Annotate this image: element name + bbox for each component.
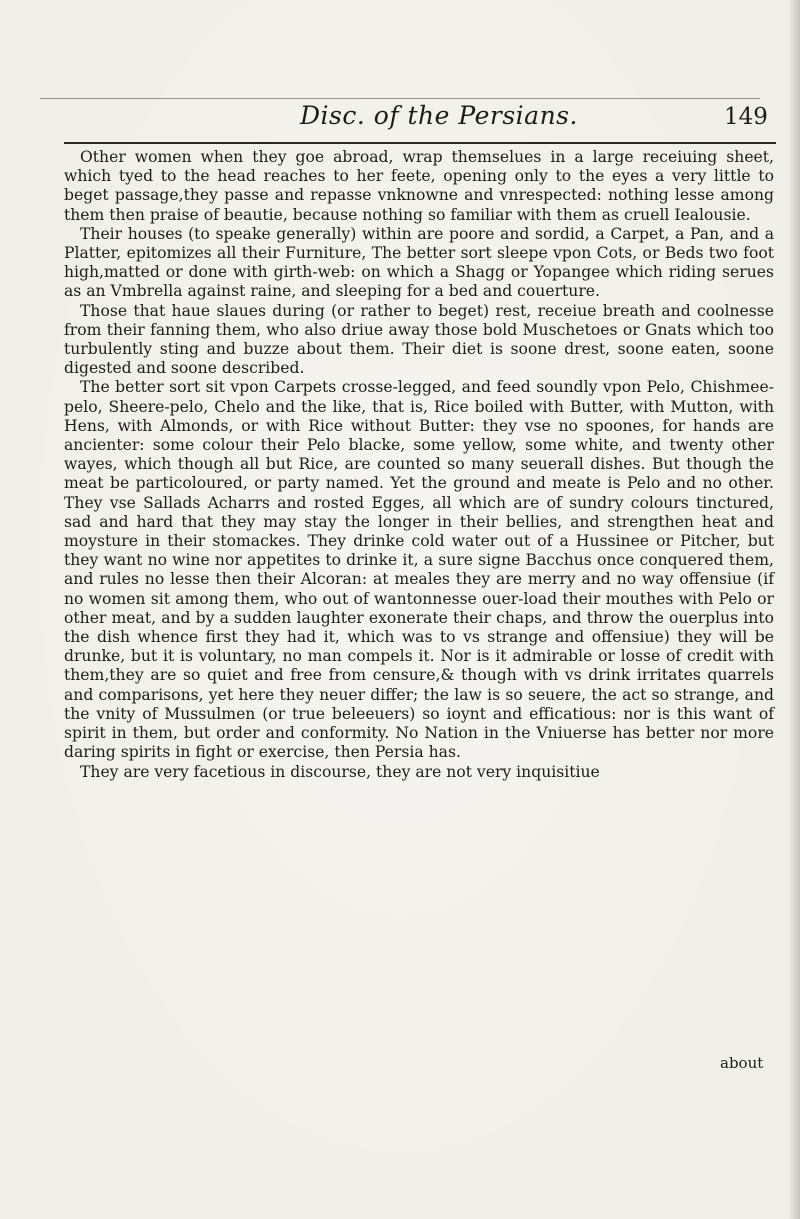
page-number: 149 (724, 104, 768, 130)
top-edge-rule (40, 98, 760, 99)
catchword: about (720, 1054, 764, 1072)
paragraph-slaves: Those that haue slaues during (or rather to beget) rest, receiue breath and coolnesse from their fanning them, who also driue away those bold Muschetoes or Gnats which too turbulently sting and buzze about them. Their diet is soone drest, soone eaten, soone digested and soone described. (64, 301, 774, 378)
header-rule (64, 142, 776, 144)
paragraph-houses: Their houses (to speake generally) within are poore and sordid, a Carpet, a Pan, and a Platter, epitomizes all their Furniture, The better sort sleepe vpon Cots, or Beds two foot high,matted or done with girth-web: on which a Shagg or Yopangee which riding serues as an Vmbrella against raine, and sleeping for a bed and couerture. (64, 224, 774, 301)
body-text (64, 148, 774, 782)
paragraph-diet: The better sort sit vpon Carpets crosse-legged, and feed soundly vpon Pelo, Chishmee-pelo, Sheere-pelo, Chelo and the like, that is, Rice boiled with Butter, with Mutton, with Hens, with Almonds, or with Rice without Butter: they vse no spoones, for hands are ancienter: some colour their Pelo blacke, some yellow, some white, and twenty other wayes, which though all but Rice, are counted so many seuerall dishes. But though the meat be particoloured, or party named. Yet the ground and meate is Pelo and no other. They vse Sallads Acharrs and rosted Egges, all which are of sundry colours tinctured, sad and hard that they may stay the longer in their bellies, and strengthen heat and moysture in their stomackes. They drinke cold water out of a Hussinee or Pitcher, but they want no wine nor appetites to drinke it, a sure signe Bacchus once conquered them, and rules no lesse then their Alcoran: at meales they are merry and no way offensiue (if no women sit among them, who out of wantonnesse ouer-load their mouthes with Pelo or other meat, and by a sudden laughter exonerate their chaps, and throw the ouerplus into the dish whence first they had it, which was to vs strange and offensiue) they will be drunke, but it is voluntary, no man compels it. Nor is it admirable or losse of credit with them,they are so quiet and free from censure,& though with vs drink irritates quarrels and comparisons, yet here they neuer differ; the law is so seuere, the act so strange, and the vnity of Mussulmen (or true beleeuers) so ioynt and efficatious: nor is this want of spirit in them, but order and conformity. No Nation in the Vniuerse has better nor more daring spirits in fight or exercise, then Persia has. (64, 378, 774, 762)
paragraph-women-veils: Other women when they goe abroad, wrap themselues in a large receiuing sheet, which tyed to the head reaches to her feete, opening only to the eyes a very little to beget passage,they passe and repasse vnknowne and vnrespected: nothing lesse among them then praise of beautie, because nothing so familiar with them as cruell Iealousie. (64, 148, 774, 224)
running-title: Disc. of the Persians. (300, 101, 578, 130)
paragraph-discourse: They are very facetious in discourse, they are not very inquisitiue (80, 762, 600, 781)
page-edge-shadow (788, 0, 800, 1219)
